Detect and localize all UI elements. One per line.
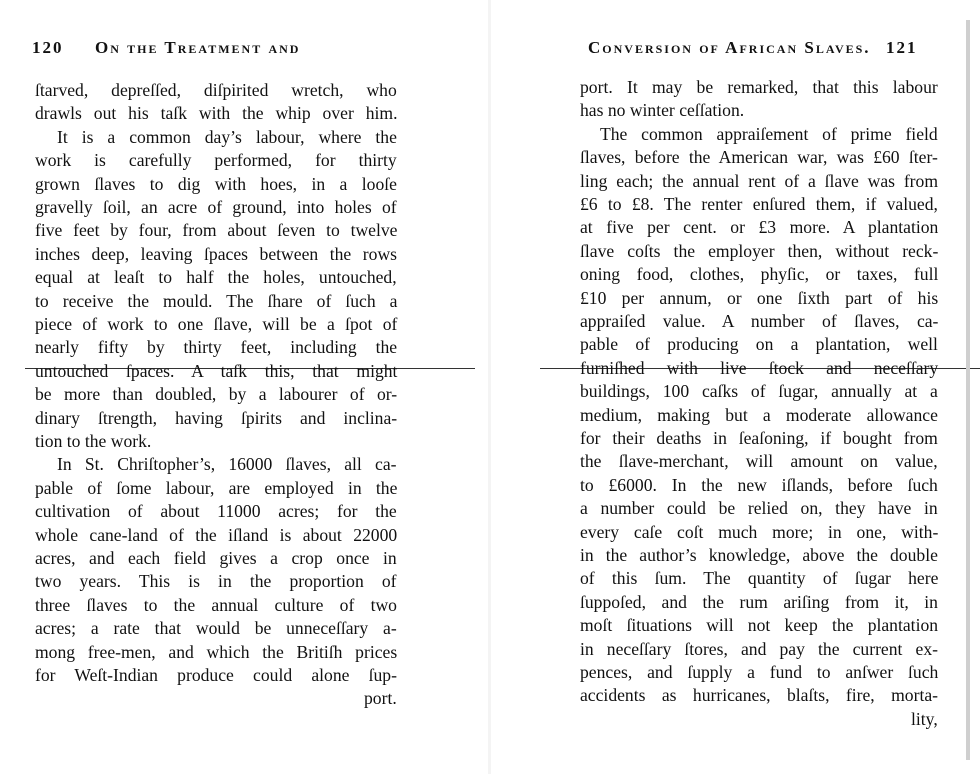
- text-line: whole cane-land of the iſland is about 22000: [35, 524, 398, 545]
- text-line: £10 per annum, or one ſixth part of his: [580, 287, 939, 308]
- text-line: pable of ſome labour, are employed in the: [35, 477, 398, 498]
- text-line: pable of producing on a plantation, well: [580, 334, 938, 355]
- text-line: gravelly ſoil, an acre of ground, into holes of: [35, 197, 397, 217]
- text-line: be more than doubled, by a labourer of or-: [35, 384, 398, 405]
- text-line: has no winter ceſſation.: [580, 100, 745, 121]
- right-running-head: Conversion of African Slaves.: [588, 38, 871, 57]
- left-page-number: 120: [32, 38, 64, 57]
- text-line: tion to the work.: [35, 431, 152, 451]
- text-line: five feet by four, from about ſeven to twelve: [35, 220, 398, 241]
- text-line: It is a common day’s labour, where the: [57, 126, 397, 147]
- text-line: buildings, 100 caſks of ſugar, annually at a: [580, 381, 938, 402]
- text-line: work is carefully performed, for thirty: [35, 150, 397, 171]
- text-line: piece of work to one ſlave, will be a ſpot of: [35, 314, 398, 334]
- text-line: oning food, clothes, phyſic, or taxes, full: [580, 264, 939, 285]
- text-line: pences, and ſupply a fund to anſwer ſuch: [580, 662, 939, 682]
- text-line: acres; a rate that would be unneceſſary a-: [35, 618, 397, 639]
- text-line: at five per cent. or £3 more. A plantation: [580, 217, 939, 238]
- text-line: drawls out his taſk with the whip over him.: [35, 103, 398, 124]
- right-page: [490, 0, 980, 774]
- text-line: the ſlave-merchant, will amount on value,: [580, 451, 938, 472]
- text-line: for their deaths in ſeaſoning, if bought from: [580, 428, 938, 448]
- text-line: cultivation of about 11000 acres; for the: [35, 501, 397, 522]
- text-line: in neceſſary ſtores, and pay the current ex-: [580, 638, 939, 659]
- text-line: in the author’s knowledge, above the double: [580, 545, 938, 565]
- text-line: furniſhed with live ſtock and neceſſary: [580, 357, 939, 378]
- text-line: acres, and each field gives a crop once in: [35, 548, 397, 568]
- text-line: port.: [364, 688, 397, 709]
- text-line: port. It may be remarked, that this labour: [580, 77, 938, 97]
- text-line: every caſe coſt much more; in one, with-: [580, 521, 939, 542]
- text-line: ſuppoſed, and the rum ariſing from it, in: [580, 591, 938, 612]
- text-line: of this ſum. The quantity of ſugar here: [580, 568, 939, 589]
- text-line: ling each; the annual rent of a ſlave was from: [580, 170, 939, 191]
- text-line: inches deep, leaving ſpaces between the rows: [35, 243, 398, 264]
- text-line: mong free-men, and which the Britiſh prices: [35, 641, 398, 662]
- text-line: dinary ſtrength, having ſpirits and inclina-: [35, 407, 398, 428]
- text-line: equal at leaſt to half the holes, untouched,: [35, 267, 397, 288]
- text-line: moſt ſituations will not keep the plantation: [580, 615, 939, 636]
- text-line: nearly fifty by thirty feet, including the: [35, 337, 398, 358]
- text-line: ſlaves, before the American war, was £60 ſter-: [580, 147, 938, 168]
- text-line: for Weſt-Indian produce could alone ſup-: [35, 665, 397, 685]
- text-line: two years. This is in the proportion of: [35, 571, 397, 592]
- text-line: medium, making but a moderate allowance: [580, 404, 938, 425]
- text-line: ſtarved, depreſſed, diſpirited wretch, who: [35, 80, 397, 100]
- text-line: three ſlaves to the annual culture of two: [35, 594, 397, 615]
- right-page-number: 121: [886, 38, 918, 57]
- text-line: appraiſed value. A number of ſlaves, ca-: [580, 311, 939, 331]
- text-line: a number could be relied on, they have in: [580, 498, 938, 519]
- text-line: to £6000. In the new iſlands, before ſuch: [580, 474, 938, 495]
- text-line: The common appraiſement of prime field: [600, 123, 938, 144]
- text-line: lity,: [911, 708, 938, 729]
- text-line: untouched ſpaces. A taſk this, that might: [35, 360, 398, 381]
- text-line: to receive the mould. The ſhare of ſuch a: [35, 290, 398, 311]
- text-line: grown ſlaves to dig with hoes, in a looſe: [35, 173, 397, 194]
- text-line: In St. Chriſtopher’s, 16000 ſlaves, all ca-: [57, 454, 397, 475]
- text-line: £6 to £8. The renter enſured them, if valued,: [580, 194, 938, 214]
- text-line: ſlave coſts the employer then, without reck-: [580, 240, 939, 261]
- page-edge: [966, 20, 970, 760]
- left-running-head: On the Treatment and: [95, 38, 301, 57]
- text-line: accidents as hurricanes, blaſts, fire, morta-: [580, 685, 938, 706]
